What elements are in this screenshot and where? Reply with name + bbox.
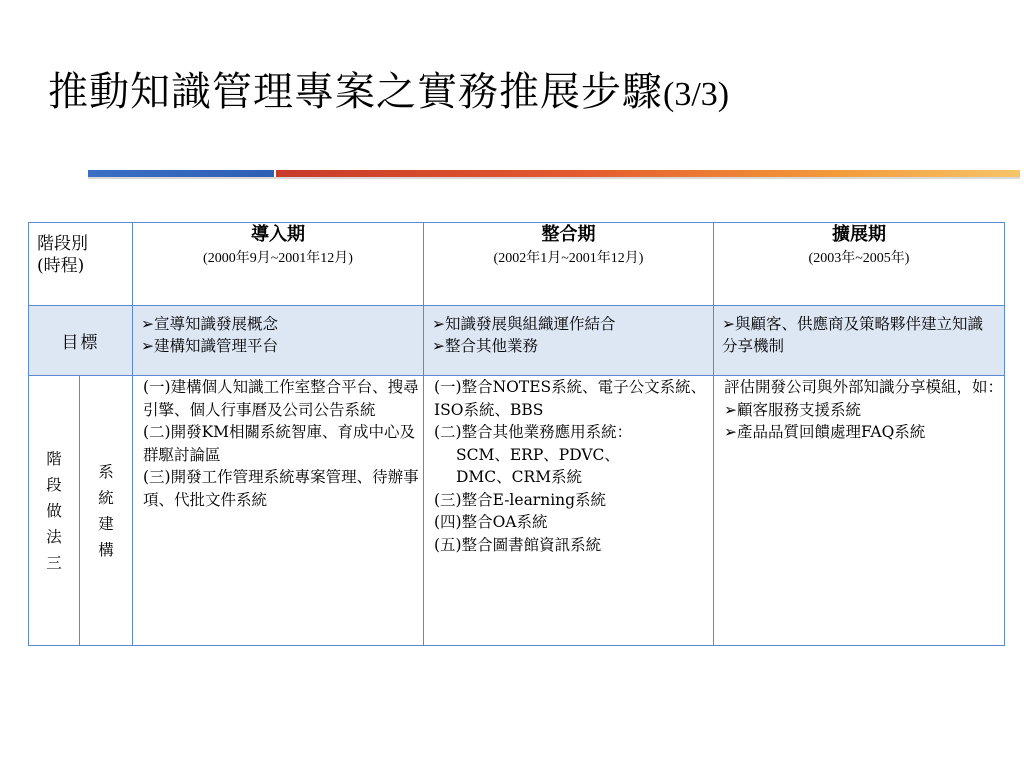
km-phase-table: [28, 222, 1005, 646]
method-item: (一)整合NOTES系統、電子公文系統、ISO系統、BBS: [434, 378, 707, 419]
slide-title: [48, 66, 729, 121]
phase-period: (2003年~2005年): [808, 251, 910, 266]
method-cell-3: [714, 376, 1005, 646]
goal-item: ➢知識發展與組織運作結合: [432, 315, 616, 333]
phase-header-3: [714, 223, 1005, 306]
system-label-char: 建: [98, 514, 114, 533]
method-label-char: 段: [46, 475, 62, 494]
corner-line-2: (時程): [37, 256, 85, 276]
method-item: (四)整合OA系統: [434, 513, 548, 531]
goal-item: ➢建構知識管理平台: [141, 337, 278, 355]
corner-cell: [29, 223, 133, 306]
method-row: [29, 376, 1005, 646]
phase-name: 導入期: [251, 224, 305, 245]
method-item: (二)開發KM相關系統智庫、育成中心及群駆討論區: [143, 423, 416, 464]
goal-item: ➢宣導知識發展概念: [141, 315, 278, 333]
method-item: ➢顧客服務支援系統: [724, 400, 861, 419]
goal-item: ➢與顧客、供應商及策略夥伴建立知識分享機制: [722, 315, 983, 355]
header-row: [29, 223, 1005, 306]
phase-name: 整合期: [541, 224, 596, 245]
system-label: [80, 376, 133, 646]
title-underline-blue: [88, 170, 274, 177]
title-underline-gradient: [276, 170, 1020, 177]
phase-period: (2000年9月~2001年12月): [203, 251, 353, 266]
method-item: (五)整合圖書館資訊系統: [434, 535, 602, 554]
method-item: (三)整合E-learning系統: [434, 490, 607, 509]
system-label-char: 系: [98, 462, 114, 481]
goal-row: [29, 306, 1005, 376]
slide-title-suffix: (3/3): [663, 76, 730, 113]
goal-label: 目標: [29, 306, 133, 376]
title-underline-shadow: [88, 177, 1020, 179]
goal-cell-2: [424, 306, 714, 376]
method-item: (一)建構個人知識工作室整合平台、搜尋引擎、個人行事曆及公司公告系統: [143, 378, 419, 419]
method-label-char: 三: [46, 553, 62, 572]
system-label-char: 統: [98, 488, 114, 507]
goal-cell-1: [133, 306, 424, 376]
method-item: ➢產品品質回饋處理FAQ系統: [724, 423, 926, 441]
method-cell-2: [424, 376, 714, 646]
phase-header-1: [133, 223, 424, 306]
goal-cell-3: [714, 306, 1005, 376]
phase-header-2: [424, 223, 714, 306]
method-item: (三)開發工作管理系統專案管理、待辦事項、代批文件系統: [143, 468, 419, 509]
method-item: 評估開發公司與外部知識分享模組，如：: [724, 378, 1004, 396]
method-cell-1: [133, 376, 424, 646]
phase-name: 擴展期: [832, 224, 886, 245]
method-label-char: 法: [46, 527, 62, 546]
method-label-char: 做: [46, 501, 62, 520]
method-label: [29, 376, 80, 646]
method-item: (二)整合其他業務應用系統：: [434, 423, 633, 441]
slide-title-main: 推動知識管理專案之實務推展步驟: [48, 69, 663, 115]
method-item: DMC、CRM系統: [456, 468, 583, 486]
goal-item: ➢整合其他業務: [432, 337, 538, 355]
method-item: SCM、ERP、PDVC、: [456, 445, 620, 464]
phase-period: (2002年1月~2001年12月): [493, 251, 644, 266]
corner-line-1: 階段別: [37, 234, 88, 254]
system-label-char: 構: [98, 540, 114, 559]
method-label-char: 階: [46, 449, 62, 468]
